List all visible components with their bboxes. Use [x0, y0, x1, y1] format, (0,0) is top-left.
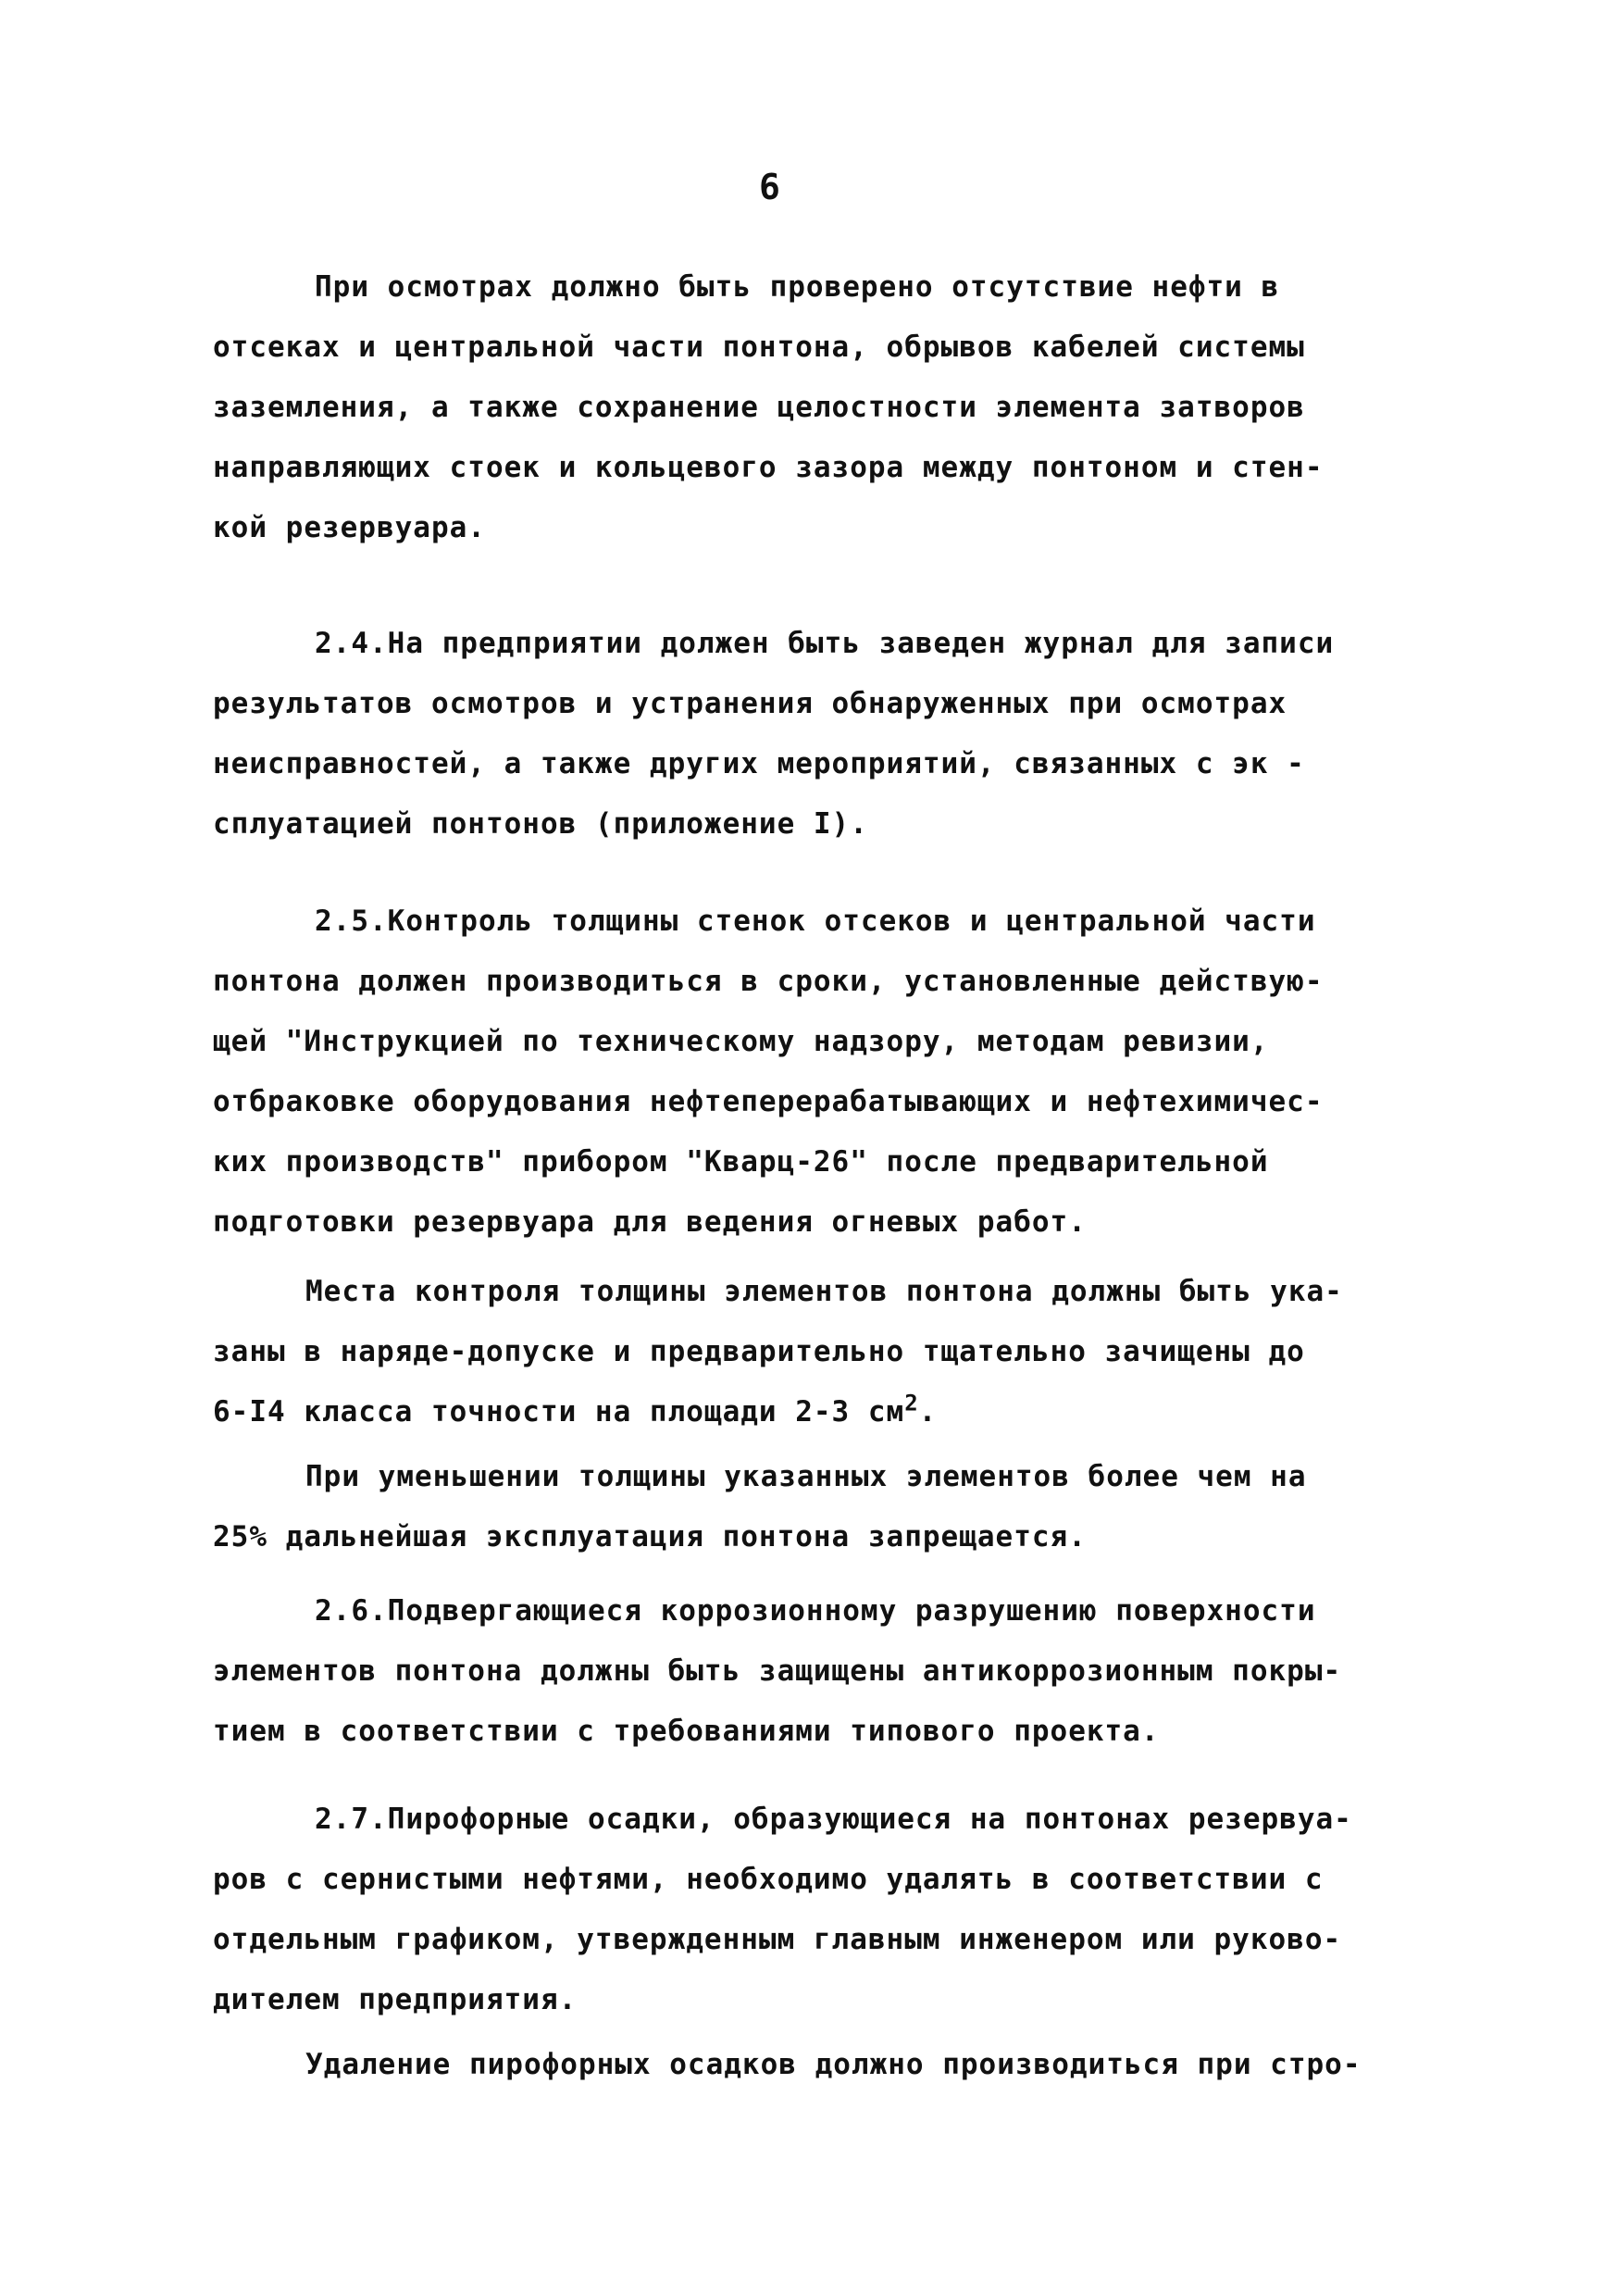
text-segment: 6-I4 класса точности на площади 2-3 см [213, 1395, 905, 1429]
text-line: При осмотрах должно быть проверено отсутствие нефти в [315, 270, 1280, 304]
text-segment: . [918, 1395, 938, 1429]
text-line: дителем предприятия. [213, 1983, 578, 2016]
text-line: сплуатацией понтонов (приложение I). [213, 807, 868, 841]
text-line: кой резервуара. [213, 511, 486, 544]
text-line: ких производств" прибором "Кварц-26" после предварительной [213, 1145, 1269, 1179]
text-line: заны в наряде-допуске и предварительно тщательно зачищены до [213, 1335, 1305, 1368]
text-line-with-superscript [213, 1390, 938, 1430]
text-line: подготовки резервуара для ведения огневых работ. [213, 1205, 1087, 1239]
text-line: понтона должен производиться в сроки, установленные действую- [213, 965, 1324, 998]
text-line: 25% дальнейшая эксплуатация понтона запрещается. [213, 1520, 1087, 1554]
text-line: отсеках и центральной части понтона, обрывов кабелей системы [213, 331, 1305, 364]
text-line: неисправностей, а также других мероприятий, связанных с эк - [213, 747, 1305, 780]
text-line: заземления, а также сохранение целостности элемента затворов [213, 391, 1305, 424]
superscript-exponent: 2 [904, 1390, 919, 1416]
text-line: 2.4.На предприятии должен быть заведен журнал для записи [315, 627, 1335, 660]
text-line: результатов осмотров и устранения обнаруженных при осмотрах [213, 687, 1287, 720]
text-line: направляющих стоек и кольцевого зазора между понтоном и стен- [213, 451, 1324, 484]
text-line: щей "Инструкцией по техническому надзору, методам ревизии, [213, 1025, 1269, 1058]
text-line: отбраковке оборудования нефтеперерабатывающих и нефтехимичес- [213, 1085, 1324, 1118]
text-line: элементов понтона должны быть защищены антикоррозионным покры- [213, 1654, 1342, 1688]
text-line: отдельным графиком, утвержденным главным инженером или руково- [213, 1923, 1342, 1956]
text-line: Места контроля толщины элементов понтона должны быть ука- [305, 1275, 1343, 1308]
text-line: Удаление пирофорных осадков должно производиться при стро- [305, 2048, 1362, 2081]
text-line: ров с сернистыми нефтями, необходимо удалять в соответствии с [213, 1863, 1324, 1896]
text-line: 2.7.Пирофорные осадки, образующиеся на понтонах резервуа- [315, 1803, 1352, 1836]
text-line: При уменьшении толщины указанных элементов более чем на [305, 1460, 1307, 1493]
text-line: тием в соответствии с требованиями типового проекта. [213, 1715, 1160, 1748]
page-number: 6 [759, 167, 781, 207]
text-line: 2.5.Контроль толщины стенок отсеков и центральной части [315, 905, 1316, 938]
text-line: 2.6.Подвергающиеся коррозионному разрушению поверхности [315, 1594, 1316, 1628]
